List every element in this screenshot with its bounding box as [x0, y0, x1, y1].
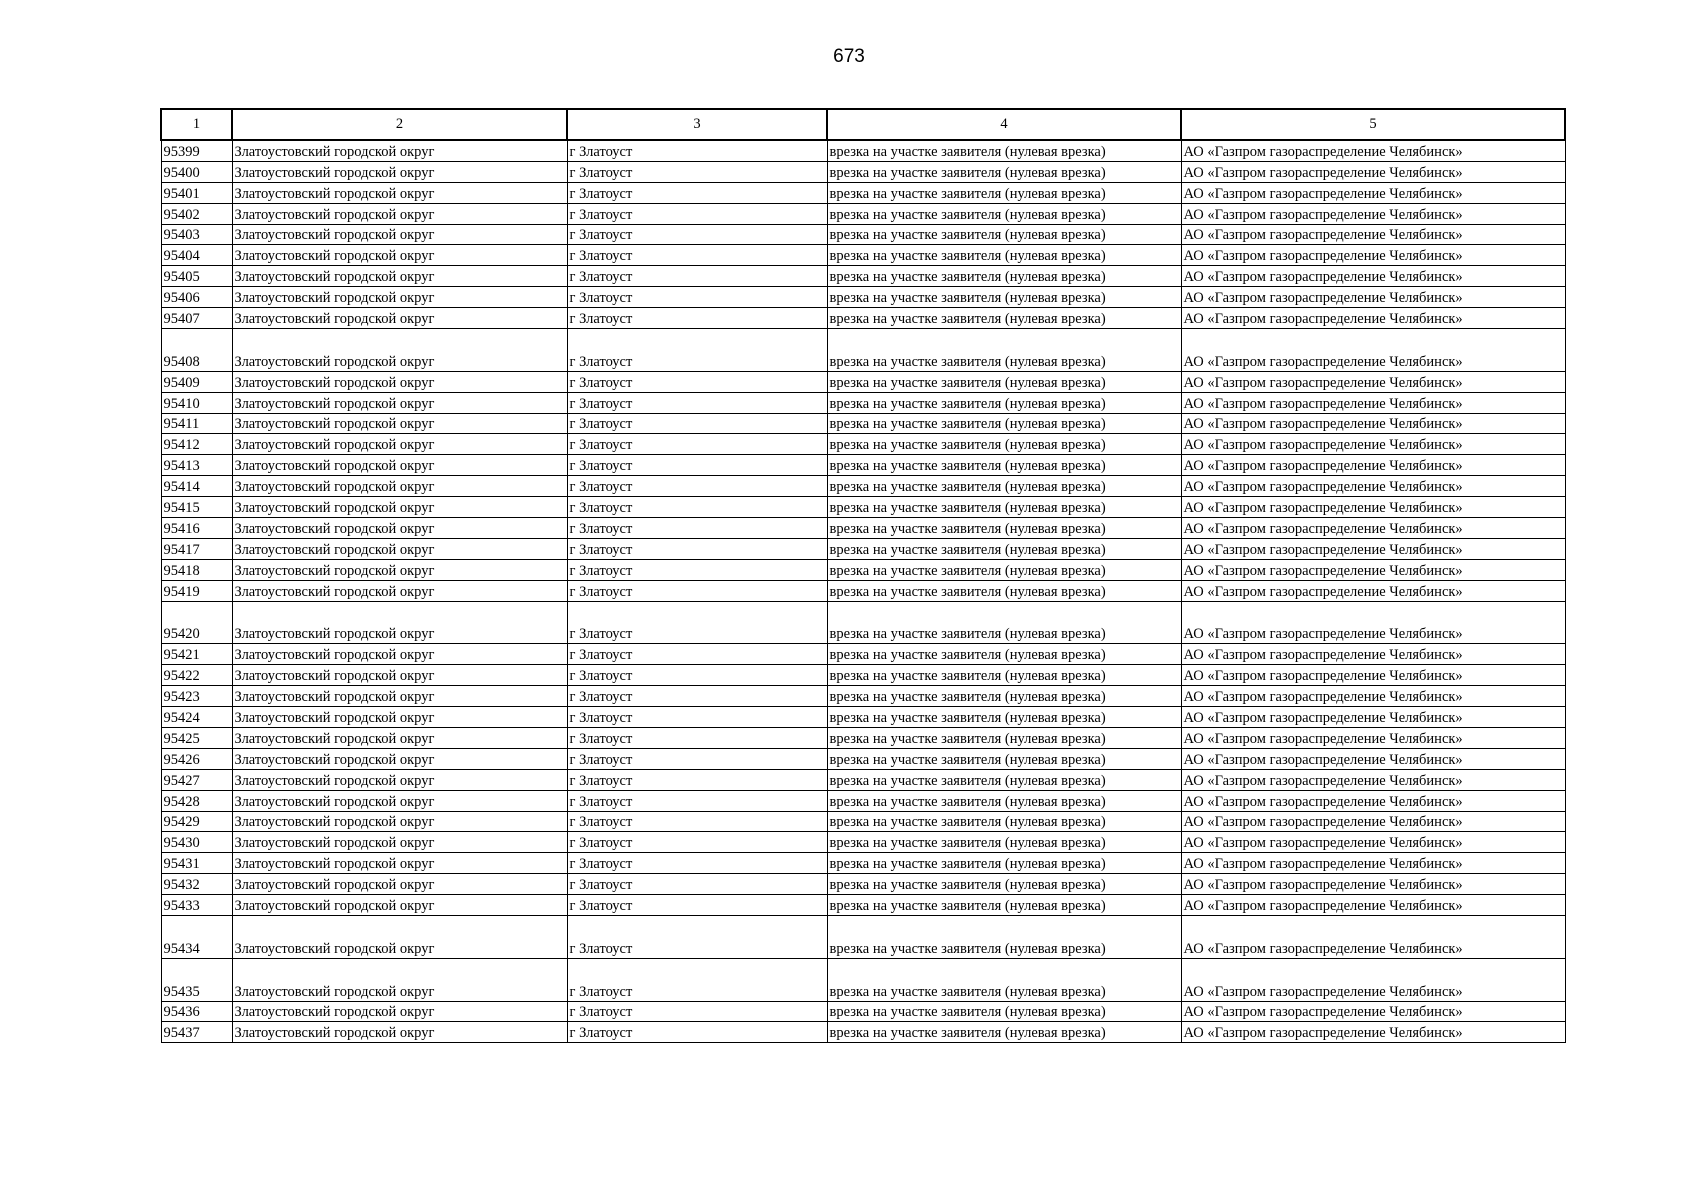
table-row	[161, 644, 1565, 665]
cell-locality: г Златоуст	[567, 497, 827, 518]
cell-connection-method: врезка на участке заявителя (нулевая врезка)	[827, 853, 1181, 874]
cell-id: 95402	[161, 203, 232, 224]
cell-locality: г Златоуст	[567, 874, 827, 895]
cell-locality: г Златоуст	[567, 769, 827, 790]
cell-locality: г Златоуст	[567, 455, 827, 476]
cell-district: Златоустовский городской округ	[232, 601, 567, 644]
cell-connection-method: врезка на участке заявителя (нулевая врезка)	[827, 203, 1181, 224]
cell-id: 95423	[161, 686, 232, 707]
cell-district: Златоустовский городской округ	[232, 559, 567, 580]
cell-connection-method: врезка на участке заявителя (нулевая врезка)	[827, 769, 1181, 790]
cell-locality: г Златоуст	[567, 476, 827, 497]
cell-id: 95403	[161, 224, 232, 245]
cell-locality: г Златоуст	[567, 266, 827, 287]
cell-connection-method: врезка на участке заявителя (нулевая врезка)	[827, 476, 1181, 497]
cell-connection-method: врезка на участке заявителя (нулевая врезка)	[827, 518, 1181, 539]
cell-connection-method: врезка на участке заявителя (нулевая врезка)	[827, 1022, 1181, 1043]
cell-district: Златоустовский городской округ	[232, 182, 567, 203]
cell-organization: АО «Газпром газораспределение Челябинск»	[1181, 371, 1565, 392]
cell-organization: АО «Газпром газораспределение Челябинск»	[1181, 1022, 1565, 1043]
cell-id: 95405	[161, 266, 232, 287]
table-row	[161, 707, 1565, 728]
cell-district: Златоустовский городской округ	[232, 329, 567, 372]
cell-locality: г Златоуст	[567, 748, 827, 769]
cell-id: 95409	[161, 371, 232, 392]
cell-id: 95407	[161, 308, 232, 329]
table-row	[161, 392, 1565, 413]
cell-district: Златоустовский городской округ	[232, 203, 567, 224]
cell-organization: АО «Газпром газораспределение Челябинск»	[1181, 224, 1565, 245]
cell-locality: г Златоуст	[567, 895, 827, 916]
table-row	[161, 769, 1565, 790]
cell-connection-method: врезка на участке заявителя (нулевая врезка)	[827, 455, 1181, 476]
cell-organization: АО «Газпром газораспределение Челябинск»	[1181, 455, 1565, 476]
cell-locality: г Златоуст	[567, 413, 827, 434]
cell-connection-method: врезка на участке заявителя (нулевая врезка)	[827, 686, 1181, 707]
table-row	[161, 853, 1565, 874]
cell-id: 95417	[161, 538, 232, 559]
cell-id: 95426	[161, 748, 232, 769]
table-row	[161, 518, 1565, 539]
cell-district: Златоустовский городской округ	[232, 686, 567, 707]
cell-organization: АО «Газпром газораспределение Челябинск»	[1181, 161, 1565, 182]
cell-connection-method: врезка на участке заявителя (нулевая врезка)	[827, 434, 1181, 455]
cell-locality: г Златоуст	[567, 392, 827, 413]
cell-district: Златоустовский городской округ	[232, 874, 567, 895]
cell-district: Златоустовский городской округ	[232, 245, 567, 266]
table-row	[161, 476, 1565, 497]
cell-id: 95429	[161, 811, 232, 832]
cell-id: 95430	[161, 832, 232, 853]
cell-district: Златоустовский городской округ	[232, 224, 567, 245]
cell-district: Златоустовский городской округ	[232, 497, 567, 518]
column-header-5: 5	[1181, 109, 1565, 140]
cell-organization: АО «Газпром газораспределение Челябинск»	[1181, 707, 1565, 728]
cell-organization: АО «Газпром газораспределение Челябинск»	[1181, 686, 1565, 707]
cell-organization: АО «Газпром газораспределение Челябинск»	[1181, 245, 1565, 266]
cell-locality: г Златоуст	[567, 161, 827, 182]
cell-locality: г Златоуст	[567, 958, 827, 1001]
cell-organization: АО «Газпром газораспределение Челябинск»	[1181, 853, 1565, 874]
cell-connection-method: врезка на участке заявителя (нулевая врезка)	[827, 811, 1181, 832]
column-header-3: 3	[567, 109, 827, 140]
cell-district: Златоустовский городской округ	[232, 1022, 567, 1043]
cell-id: 95436	[161, 1001, 232, 1022]
table-row	[161, 287, 1565, 308]
cell-district: Златоустовский городской округ	[232, 853, 567, 874]
cell-district: Златоустовский городской округ	[232, 1001, 567, 1022]
cell-organization: АО «Газпром газораспределение Челябинск»	[1181, 266, 1565, 287]
cell-district: Златоустовский городской округ	[232, 161, 567, 182]
cell-id: 95412	[161, 434, 232, 455]
cell-district: Златоустовский городской округ	[232, 371, 567, 392]
cell-locality: г Златоуст	[567, 224, 827, 245]
cell-connection-method: врезка на участке заявителя (нулевая врезка)	[827, 161, 1181, 182]
cell-connection-method: врезка на участке заявителя (нулевая врезка)	[827, 182, 1181, 203]
cell-organization: АО «Газпром газораспределение Челябинск»	[1181, 811, 1565, 832]
cell-id: 95418	[161, 559, 232, 580]
table-row	[161, 727, 1565, 748]
cell-locality: г Златоуст	[567, 203, 827, 224]
page-number: 673	[833, 46, 865, 67]
cell-locality: г Златоуст	[567, 853, 827, 874]
cell-connection-method: врезка на участке заявителя (нулевая врезка)	[827, 748, 1181, 769]
cell-district: Златоустовский городской округ	[232, 748, 567, 769]
cell-organization: АО «Газпром газораспределение Челябинск»	[1181, 601, 1565, 644]
table-row	[161, 161, 1565, 182]
cell-organization: АО «Газпром газораспределение Челябинск»	[1181, 476, 1565, 497]
table-row	[161, 434, 1565, 455]
table-row	[161, 559, 1565, 580]
table-row	[161, 601, 1565, 644]
cell-organization: АО «Газпром газораспределение Челябинск»	[1181, 1001, 1565, 1022]
cell-id: 95413	[161, 455, 232, 476]
table-row	[161, 832, 1565, 853]
cell-id: 95399	[161, 140, 232, 161]
cell-id: 95404	[161, 245, 232, 266]
cell-connection-method: врезка на участке заявителя (нулевая врезка)	[827, 329, 1181, 372]
header-row	[161, 109, 1565, 140]
cell-locality: г Златоуст	[567, 245, 827, 266]
table-row	[161, 874, 1565, 895]
table-row	[161, 182, 1565, 203]
cell-id: 95424	[161, 707, 232, 728]
cell-district: Златоустовский городской округ	[232, 476, 567, 497]
cell-organization: АО «Газпром газораспределение Челябинск»	[1181, 518, 1565, 539]
cell-id: 95411	[161, 413, 232, 434]
table-row	[161, 748, 1565, 769]
cell-district: Златоустовский городской округ	[232, 790, 567, 811]
cell-connection-method: врезка на участке заявителя (нулевая врезка)	[827, 559, 1181, 580]
cell-locality: г Златоуст	[567, 518, 827, 539]
column-header-4: 4	[827, 109, 1181, 140]
cell-connection-method: врезка на участке заявителя (нулевая врезка)	[827, 413, 1181, 434]
cell-connection-method: врезка на участке заявителя (нулевая врезка)	[827, 915, 1181, 958]
cell-locality: г Златоуст	[567, 329, 827, 372]
column-header-1: 1	[161, 109, 232, 140]
cell-locality: г Златоуст	[567, 580, 827, 601]
cell-locality: г Златоуст	[567, 915, 827, 958]
cell-id: 95421	[161, 644, 232, 665]
table-row	[161, 580, 1565, 601]
cell-id: 95427	[161, 769, 232, 790]
cell-district: Златоустовский городской округ	[232, 518, 567, 539]
cell-connection-method: врезка на участке заявителя (нулевая врезка)	[827, 832, 1181, 853]
cell-organization: АО «Газпром газораспределение Челябинск»	[1181, 874, 1565, 895]
cell-district: Златоустовский городской округ	[232, 392, 567, 413]
table-row	[161, 895, 1565, 916]
cell-district: Златоустовский городской округ	[232, 727, 567, 748]
cell-id: 95425	[161, 727, 232, 748]
cell-id: 95432	[161, 874, 232, 895]
registry-table	[160, 108, 1566, 1043]
cell-connection-method: врезка на участке заявителя (нулевая врезка)	[827, 245, 1181, 266]
table-row	[161, 329, 1565, 372]
cell-connection-method: врезка на участке заявителя (нулевая врезка)	[827, 287, 1181, 308]
cell-id: 95416	[161, 518, 232, 539]
cell-district: Златоустовский городской округ	[232, 895, 567, 916]
cell-id: 95415	[161, 497, 232, 518]
cell-locality: г Златоуст	[567, 371, 827, 392]
table-row	[161, 497, 1565, 518]
cell-locality: г Златоуст	[567, 434, 827, 455]
cell-id: 95401	[161, 182, 232, 203]
cell-connection-method: врезка на участке заявителя (нулевая врезка)	[827, 392, 1181, 413]
cell-district: Златоустовский городской округ	[232, 644, 567, 665]
cell-district: Златоустовский городской округ	[232, 413, 567, 434]
cell-id: 95408	[161, 329, 232, 372]
cell-locality: г Златоуст	[567, 1001, 827, 1022]
cell-connection-method: врезка на участке заявителя (нулевая врезка)	[827, 895, 1181, 916]
cell-connection-method: врезка на участке заявителя (нулевая врезка)	[827, 727, 1181, 748]
cell-locality: г Златоуст	[567, 686, 827, 707]
cell-locality: г Златоуст	[567, 287, 827, 308]
table-row	[161, 245, 1565, 266]
cell-organization: АО «Газпром газораспределение Челябинск»	[1181, 497, 1565, 518]
cell-locality: г Златоуст	[567, 811, 827, 832]
cell-district: Златоустовский городской округ	[232, 915, 567, 958]
cell-connection-method: врезка на участке заявителя (нулевая врезка)	[827, 644, 1181, 665]
column-header-2: 2	[232, 109, 567, 140]
table-row	[161, 958, 1565, 1001]
cell-id: 95435	[161, 958, 232, 1001]
cell-id: 95428	[161, 790, 232, 811]
cell-id: 95410	[161, 392, 232, 413]
table-row	[161, 811, 1565, 832]
table-row	[161, 140, 1565, 161]
cell-district: Златоустовский городской округ	[232, 287, 567, 308]
table-row	[161, 266, 1565, 287]
cell-id: 95431	[161, 853, 232, 874]
cell-locality: г Златоуст	[567, 538, 827, 559]
cell-connection-method: врезка на участке заявителя (нулевая врезка)	[827, 497, 1181, 518]
table-row	[161, 1022, 1565, 1043]
cell-locality: г Златоуст	[567, 559, 827, 580]
cell-organization: АО «Газпром газораспределение Челябинск»	[1181, 287, 1565, 308]
cell-organization: АО «Газпром газораспределение Челябинск»	[1181, 915, 1565, 958]
cell-locality: г Златоуст	[567, 601, 827, 644]
table-row	[161, 413, 1565, 434]
table-row	[161, 371, 1565, 392]
cell-connection-method: врезка на участке заявителя (нулевая врезка)	[827, 790, 1181, 811]
cell-id: 95437	[161, 1022, 232, 1043]
cell-organization: АО «Газпром газораспределение Челябинск»	[1181, 538, 1565, 559]
table-row	[161, 224, 1565, 245]
cell-organization: АО «Газпром газораспределение Челябинск»	[1181, 580, 1565, 601]
cell-connection-method: врезка на участке заявителя (нулевая врезка)	[827, 707, 1181, 728]
cell-connection-method: врезка на участке заявителя (нулевая врезка)	[827, 874, 1181, 895]
cell-district: Златоустовский городской округ	[232, 811, 567, 832]
table-row	[161, 203, 1565, 224]
cell-locality: г Златоуст	[567, 790, 827, 811]
table-row	[161, 915, 1565, 958]
cell-connection-method: врезка на участке заявителя (нулевая врезка)	[827, 958, 1181, 1001]
cell-connection-method: врезка на участке заявителя (нулевая врезка)	[827, 538, 1181, 559]
cell-connection-method: врезка на участке заявителя (нулевая врезка)	[827, 308, 1181, 329]
cell-locality: г Златоуст	[567, 832, 827, 853]
table-row	[161, 790, 1565, 811]
cell-district: Златоустовский городской округ	[232, 140, 567, 161]
cell-locality: г Златоуст	[567, 707, 827, 728]
cell-organization: АО «Газпром газораспределение Челябинск»	[1181, 434, 1565, 455]
cell-organization: АО «Газпром газораспределение Челябинск»	[1181, 308, 1565, 329]
cell-locality: г Златоуст	[567, 644, 827, 665]
table-body	[161, 140, 1565, 1043]
table-row	[161, 538, 1565, 559]
cell-id: 95414	[161, 476, 232, 497]
cell-connection-method: врезка на участке заявителя (нулевая врезка)	[827, 580, 1181, 601]
cell-locality: г Златоуст	[567, 727, 827, 748]
table-row	[161, 686, 1565, 707]
cell-connection-method: врезка на участке заявителя (нулевая врезка)	[827, 371, 1181, 392]
cell-organization: АО «Газпром газораспределение Челябинск»	[1181, 644, 1565, 665]
cell-locality: г Златоуст	[567, 665, 827, 686]
cell-connection-method: врезка на участке заявителя (нулевая врезка)	[827, 140, 1181, 161]
cell-organization: АО «Газпром газораспределение Челябинск»	[1181, 748, 1565, 769]
cell-district: Златоустовский городской округ	[232, 707, 567, 728]
cell-locality: г Златоуст	[567, 308, 827, 329]
cell-district: Златоустовский городской округ	[232, 434, 567, 455]
cell-organization: АО «Газпром газораспределение Челябинск»	[1181, 769, 1565, 790]
cell-organization: АО «Газпром газораспределение Челябинск»	[1181, 958, 1565, 1001]
cell-organization: АО «Газпром газораспределение Челябинск»	[1181, 140, 1565, 161]
cell-id: 95420	[161, 601, 232, 644]
cell-organization: АО «Газпром газораспределение Челябинск»	[1181, 559, 1565, 580]
cell-organization: АО «Газпром газораспределение Челябинск»	[1181, 329, 1565, 372]
cell-organization: АО «Газпром газораспределение Челябинск»	[1181, 832, 1565, 853]
cell-id: 95400	[161, 161, 232, 182]
cell-id: 95433	[161, 895, 232, 916]
cell-locality: г Златоуст	[567, 140, 827, 161]
cell-district: Златоустовский городской округ	[232, 958, 567, 1001]
cell-connection-method: врезка на участке заявителя (нулевая врезка)	[827, 266, 1181, 287]
cell-district: Златоустовский городской округ	[232, 308, 567, 329]
cell-district: Златоустовский городской округ	[232, 266, 567, 287]
cell-organization: АО «Газпром газораспределение Челябинск»	[1181, 182, 1565, 203]
cell-district: Златоустовский городской округ	[232, 538, 567, 559]
table-row	[161, 665, 1565, 686]
table-row	[161, 308, 1565, 329]
cell-organization: АО «Газпром газораспределение Челябинск»	[1181, 413, 1565, 434]
cell-connection-method: врезка на участке заявителя (нулевая врезка)	[827, 224, 1181, 245]
cell-organization: АО «Газпром газораспределение Челябинск»	[1181, 392, 1565, 413]
cell-locality: г Златоуст	[567, 182, 827, 203]
cell-organization: АО «Газпром газораспределение Челябинск»	[1181, 790, 1565, 811]
cell-district: Златоустовский городской округ	[232, 769, 567, 790]
table-row	[161, 1001, 1565, 1022]
cell-locality: г Златоуст	[567, 1022, 827, 1043]
cell-id: 95422	[161, 665, 232, 686]
cell-district: Златоустовский городской округ	[232, 665, 567, 686]
cell-district: Златоустовский городской округ	[232, 832, 567, 853]
cell-id: 95406	[161, 287, 232, 308]
cell-id: 95434	[161, 915, 232, 958]
cell-district: Златоустовский городской округ	[232, 455, 567, 476]
cell-connection-method: врезка на участке заявителя (нулевая врезка)	[827, 665, 1181, 686]
cell-organization: АО «Газпром газораспределение Челябинск»	[1181, 895, 1565, 916]
cell-connection-method: врезка на участке заявителя (нулевая врезка)	[827, 1001, 1181, 1022]
cell-id: 95419	[161, 580, 232, 601]
cell-organization: АО «Газпром газораспределение Челябинск»	[1181, 727, 1565, 748]
cell-organization: АО «Газпром газораспределение Челябинск»	[1181, 665, 1565, 686]
cell-organization: АО «Газпром газораспределение Челябинск»	[1181, 203, 1565, 224]
table-row	[161, 455, 1565, 476]
cell-district: Златоустовский городской округ	[232, 580, 567, 601]
cell-connection-method: врезка на участке заявителя (нулевая врезка)	[827, 601, 1181, 644]
